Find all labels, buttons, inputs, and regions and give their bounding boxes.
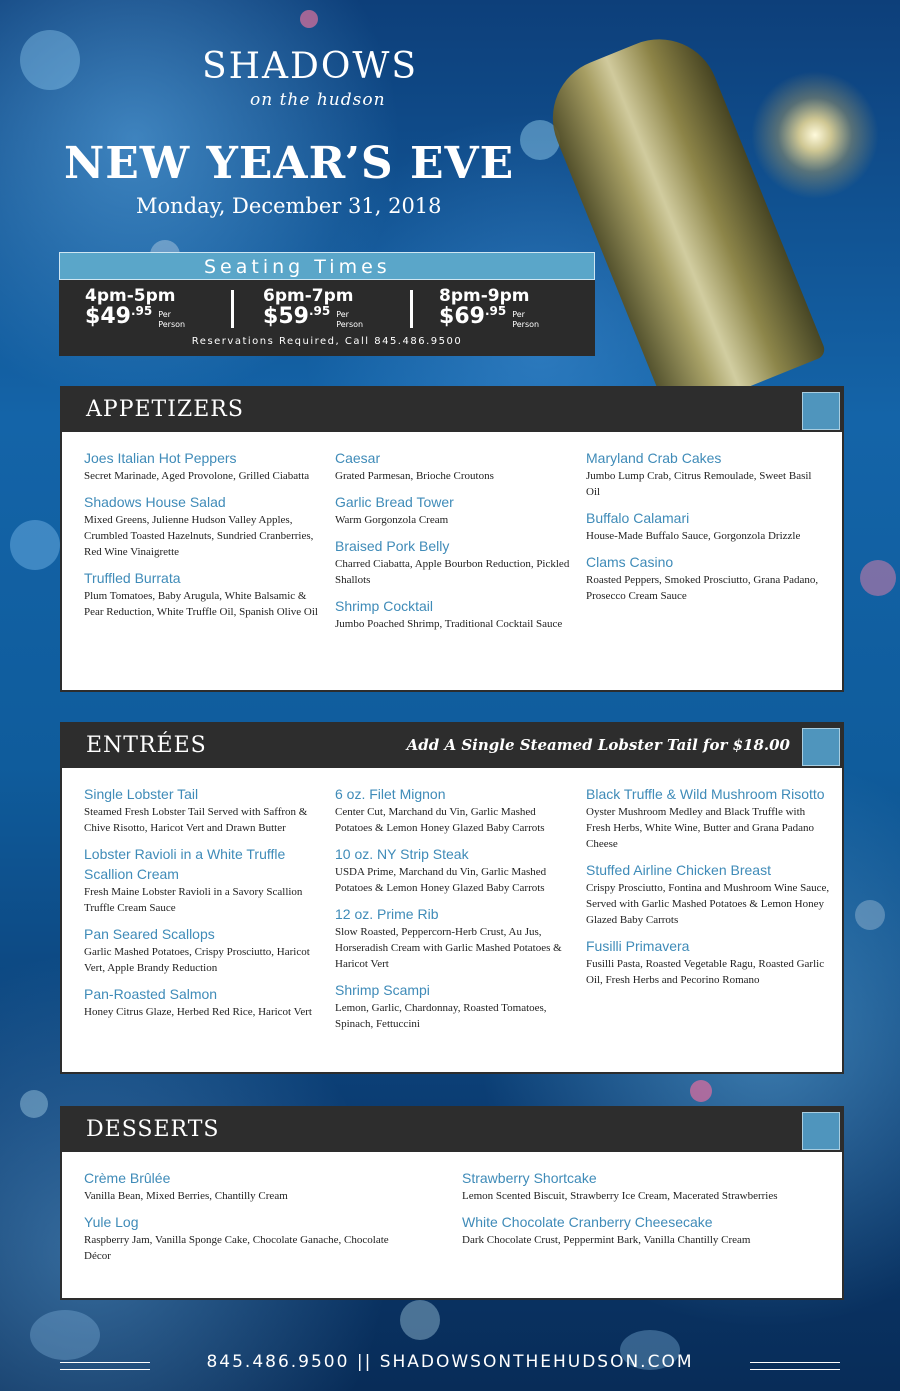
- event-title: NEW YEAR’S EVE: [64, 138, 515, 189]
- menu-item-description: Lemon Scented Biscuit, Strawberry Ice Cream, Macerated Strawberries: [462, 1190, 778, 1202]
- menu-item: [335, 844, 571, 896]
- menu-item-description: Fresh Maine Lobster Ravioli in a Savory Scallion Truffle Cream Sauce: [84, 886, 303, 914]
- menu-item-name: Crème Brûlée: [84, 1170, 171, 1186]
- menu-item-description: Crispy Prosciutto, Fontina and Mushroom Wine Sauce, Served with Garlic Mashed Potatoes & Lemon Honey Glazed Baby Carrots: [586, 882, 830, 926]
- menu-item-name: Truffled Burrata: [84, 570, 181, 586]
- menu-item: [586, 552, 822, 604]
- slot-time: 4pm-5pm: [85, 286, 176, 306]
- footer: [0, 1352, 900, 1376]
- menu-item-name: Stuffed Airline Chicken Breast: [586, 862, 771, 878]
- menu-item-description: Charred Ciabatta, Apple Bourbon Reduction, Pickled Shallots: [335, 558, 570, 586]
- menu-item: [335, 448, 571, 484]
- menu-item: [84, 784, 320, 836]
- menu-item-name: 6 oz. Filet Mignon: [335, 786, 446, 802]
- menu-item-description: Slow Roasted, Peppercorn-Herb Crust, Au Jus, Horseradish Cream with Garlic Mashed Potatoes & Haricot Vert: [335, 926, 562, 970]
- section-title: ENTRÉES: [86, 733, 207, 758]
- section-title: DESSERTS: [86, 1117, 220, 1142]
- seating-times-panel: [59, 252, 595, 356]
- menu-item: [335, 784, 571, 836]
- menu-item-description: Roasted Peppers, Smoked Prosciutto, Grana Padano, Prosecco Cream Sauce: [586, 574, 819, 602]
- menu-item-name: Pan-Roasted Salmon: [84, 986, 218, 1002]
- menu-column: [586, 448, 822, 612]
- menu-item-name: Shadows House Salad: [84, 494, 226, 510]
- section-title: APPETIZERS: [86, 397, 244, 422]
- seating-title: Seating Times: [59, 252, 595, 280]
- menu-item: [586, 860, 830, 928]
- menu-item-description: Lemon, Garlic, Chardonnay, Roasted Tomatoes, Spinach, Fettuccini: [335, 1002, 547, 1030]
- menu-item-description: Mixed Greens, Julienne Hudson Valley Apples, Crumbled Toasted Hazelnuts, Sundried Cranberries, Red Wine Vinaigrette: [84, 514, 314, 558]
- menu-item-name: Yule Log: [84, 1214, 139, 1230]
- slot-time: 8pm-9pm: [439, 286, 530, 306]
- menu-item: [586, 784, 830, 852]
- slot-price: $\$69^{.95}$: [439, 304, 507, 329]
- desserts-section: [60, 1106, 844, 1300]
- menu-item-description: Raspberry Jam, Vanilla Sponge Cake, Chocolate Ganache, Chocolate Décor: [84, 1234, 389, 1262]
- menu-item: [84, 492, 320, 560]
- menu-item-description: Warm Gorgonzola Cream: [335, 514, 449, 526]
- menu-column: [84, 784, 320, 1028]
- menu-item-name: Black Truffle & Wild Mushroom Risotto: [586, 786, 825, 802]
- seating-slot: [85, 286, 185, 330]
- event-date: Monday, December 31, 2018: [136, 194, 442, 218]
- menu-item-name: Shrimp Cocktail: [335, 598, 434, 614]
- menu-item-name: Garlic Bread Tower: [335, 494, 454, 510]
- entrees-section: [60, 722, 844, 1074]
- menu-item-description: Grated Parmesan, Brioche Croutons: [335, 470, 494, 482]
- sparkler-image: [740, 60, 890, 210]
- menu-item: [586, 508, 822, 544]
- menu-column: [462, 1168, 802, 1256]
- menu-item-name: Shrimp Scampi: [335, 982, 430, 998]
- menu-item: [335, 596, 571, 632]
- slot-price: $\$59^{.95}$: [263, 304, 331, 329]
- menu-item: [335, 492, 571, 528]
- slot-per-person: Per Person: [512, 310, 540, 329]
- menu-item-name: Pan Seared Scallops: [84, 926, 215, 942]
- menu-item-name: Single Lobster Tail: [84, 786, 199, 802]
- brand-subtitle: on the hudson: [250, 90, 386, 110]
- slot-per-person: Per Person: [158, 310, 186, 329]
- menu-column: [586, 784, 830, 996]
- menu-item-description: Secret Marinade, Aged Provolone, Grilled Ciabatta: [84, 470, 310, 482]
- menu-item: [84, 1168, 404, 1204]
- menu-column: [84, 1168, 404, 1272]
- seating-slot: [439, 286, 539, 330]
- footer-contact: 845.486.9500 || SHADOWSONTHEHUDSON.COM: [206, 1352, 694, 1372]
- slot-divider: [231, 290, 234, 328]
- menu-item: [84, 448, 320, 484]
- menu-item: [335, 980, 571, 1032]
- accent-square: [802, 1112, 840, 1150]
- menu-item-description: House-Made Buffalo Sauce, Gorgonzola Drizzle: [586, 530, 801, 542]
- menu-item: [335, 904, 571, 972]
- menu-column: [84, 448, 320, 628]
- appetizers-section: [60, 386, 844, 692]
- menu-item-description: USDA Prime, Marchand du Vin, Garlic Mashed Potatoes & Lemon Honey Glazed Baby Carrots: [335, 866, 547, 894]
- menu-item: [84, 844, 320, 916]
- menu-item: [84, 568, 320, 620]
- slot-price: $\$49^{.95}$: [85, 304, 153, 329]
- menu-item-name: Fusilli Primavera: [586, 938, 690, 954]
- menu-item-description: Honey Citrus Glaze, Herbed Red Rice, Haricot Vert: [84, 1006, 312, 1018]
- menu-item: [586, 936, 830, 988]
- menu-item-name: Buffalo Calamari: [586, 510, 690, 526]
- menu-item: [84, 984, 320, 1020]
- accent-square: [802, 392, 840, 430]
- slot-per-person: Per Person: [336, 310, 364, 329]
- footer-divider: [750, 1362, 840, 1370]
- menu-item-description: Plum Tomatoes, Baby Arugula, White Balsamic & Pear Reduction, White Truffle Oil, Spanish Olive Oil: [84, 590, 318, 618]
- menu-item-description: Fusilli Pasta, Roasted Vegetable Ragu, Roasted Garlic Oil, Fresh Herbs and Pecorino Romano: [586, 958, 825, 986]
- menu-item: [84, 924, 320, 976]
- menu-item-name: Joes Italian Hot Peppers: [84, 450, 237, 466]
- menu-item: [84, 1212, 404, 1264]
- menu-item-description: Dark Chocolate Crust, Peppermint Bark, Vanilla Chantilly Cream: [462, 1234, 751, 1246]
- reservations-note: Reservations Required, Call 845.486.9500: [191, 336, 463, 347]
- menu-item-name: 12 oz. Prime Rib: [335, 906, 439, 922]
- menu-item-description: Center Cut, Marchand du Vin, Garlic Mashed Potatoes & Lemon Honey Glazed Baby Carrots: [335, 806, 545, 834]
- menu-item-name: 10 oz. NY Strip Steak: [335, 846, 469, 862]
- lobster-tail-addon-note: Add A Single Steamed Lobster Tail for $18.00: [406, 736, 790, 754]
- menu-item-name: Lobster Ravioli in a White Truffle Scallion Cream: [84, 846, 286, 882]
- menu-item: [335, 536, 571, 588]
- slot-time: 6pm-7pm: [263, 286, 354, 306]
- menu-item-name: Maryland Crab Cakes: [586, 450, 722, 466]
- seating-slot: [263, 286, 363, 330]
- menu-item-description: Oyster Mushroom Medley and Black Truffle with Fresh Herbs, White Wine, Butter and Grana Padano Cheese: [586, 806, 814, 850]
- menu-item-name: Braised Pork Belly: [335, 538, 450, 554]
- menu-item-name: Strawberry Shortcake: [462, 1170, 597, 1186]
- menu-item-description: Jumbo Lump Crab, Citrus Remoulade, Sweet Basil Oil: [586, 470, 812, 498]
- accent-square: [802, 728, 840, 766]
- menu-item: [586, 448, 822, 500]
- menu-item-name: White Chocolate Cranberry Cheesecake: [462, 1214, 713, 1230]
- menu-item-name: Clams Casino: [586, 554, 674, 570]
- menu-item-description: Jumbo Poached Shrimp, Traditional Cocktail Sauce: [335, 618, 563, 630]
- menu-column: [335, 448, 571, 640]
- menu-item-description: Garlic Mashed Potatoes, Crispy Prosciutto, Haricot Vert, Apple Brandy Reduction: [84, 946, 310, 974]
- menu-item-description: Vanilla Bean, Mixed Berries, Chantilly Cream: [84, 1190, 288, 1202]
- brand-logo: SHADOWS: [202, 46, 419, 87]
- menu-column: [335, 784, 571, 1040]
- slot-divider: [410, 290, 413, 328]
- menu-item-name: Caesar: [335, 450, 381, 466]
- menu-item: [462, 1212, 802, 1248]
- menu-item-description: Steamed Fresh Lobster Tail Served with Saffron & Chive Risotto, Haricot Vert and Drawn Butter: [84, 806, 308, 834]
- menu-item: [462, 1168, 802, 1204]
